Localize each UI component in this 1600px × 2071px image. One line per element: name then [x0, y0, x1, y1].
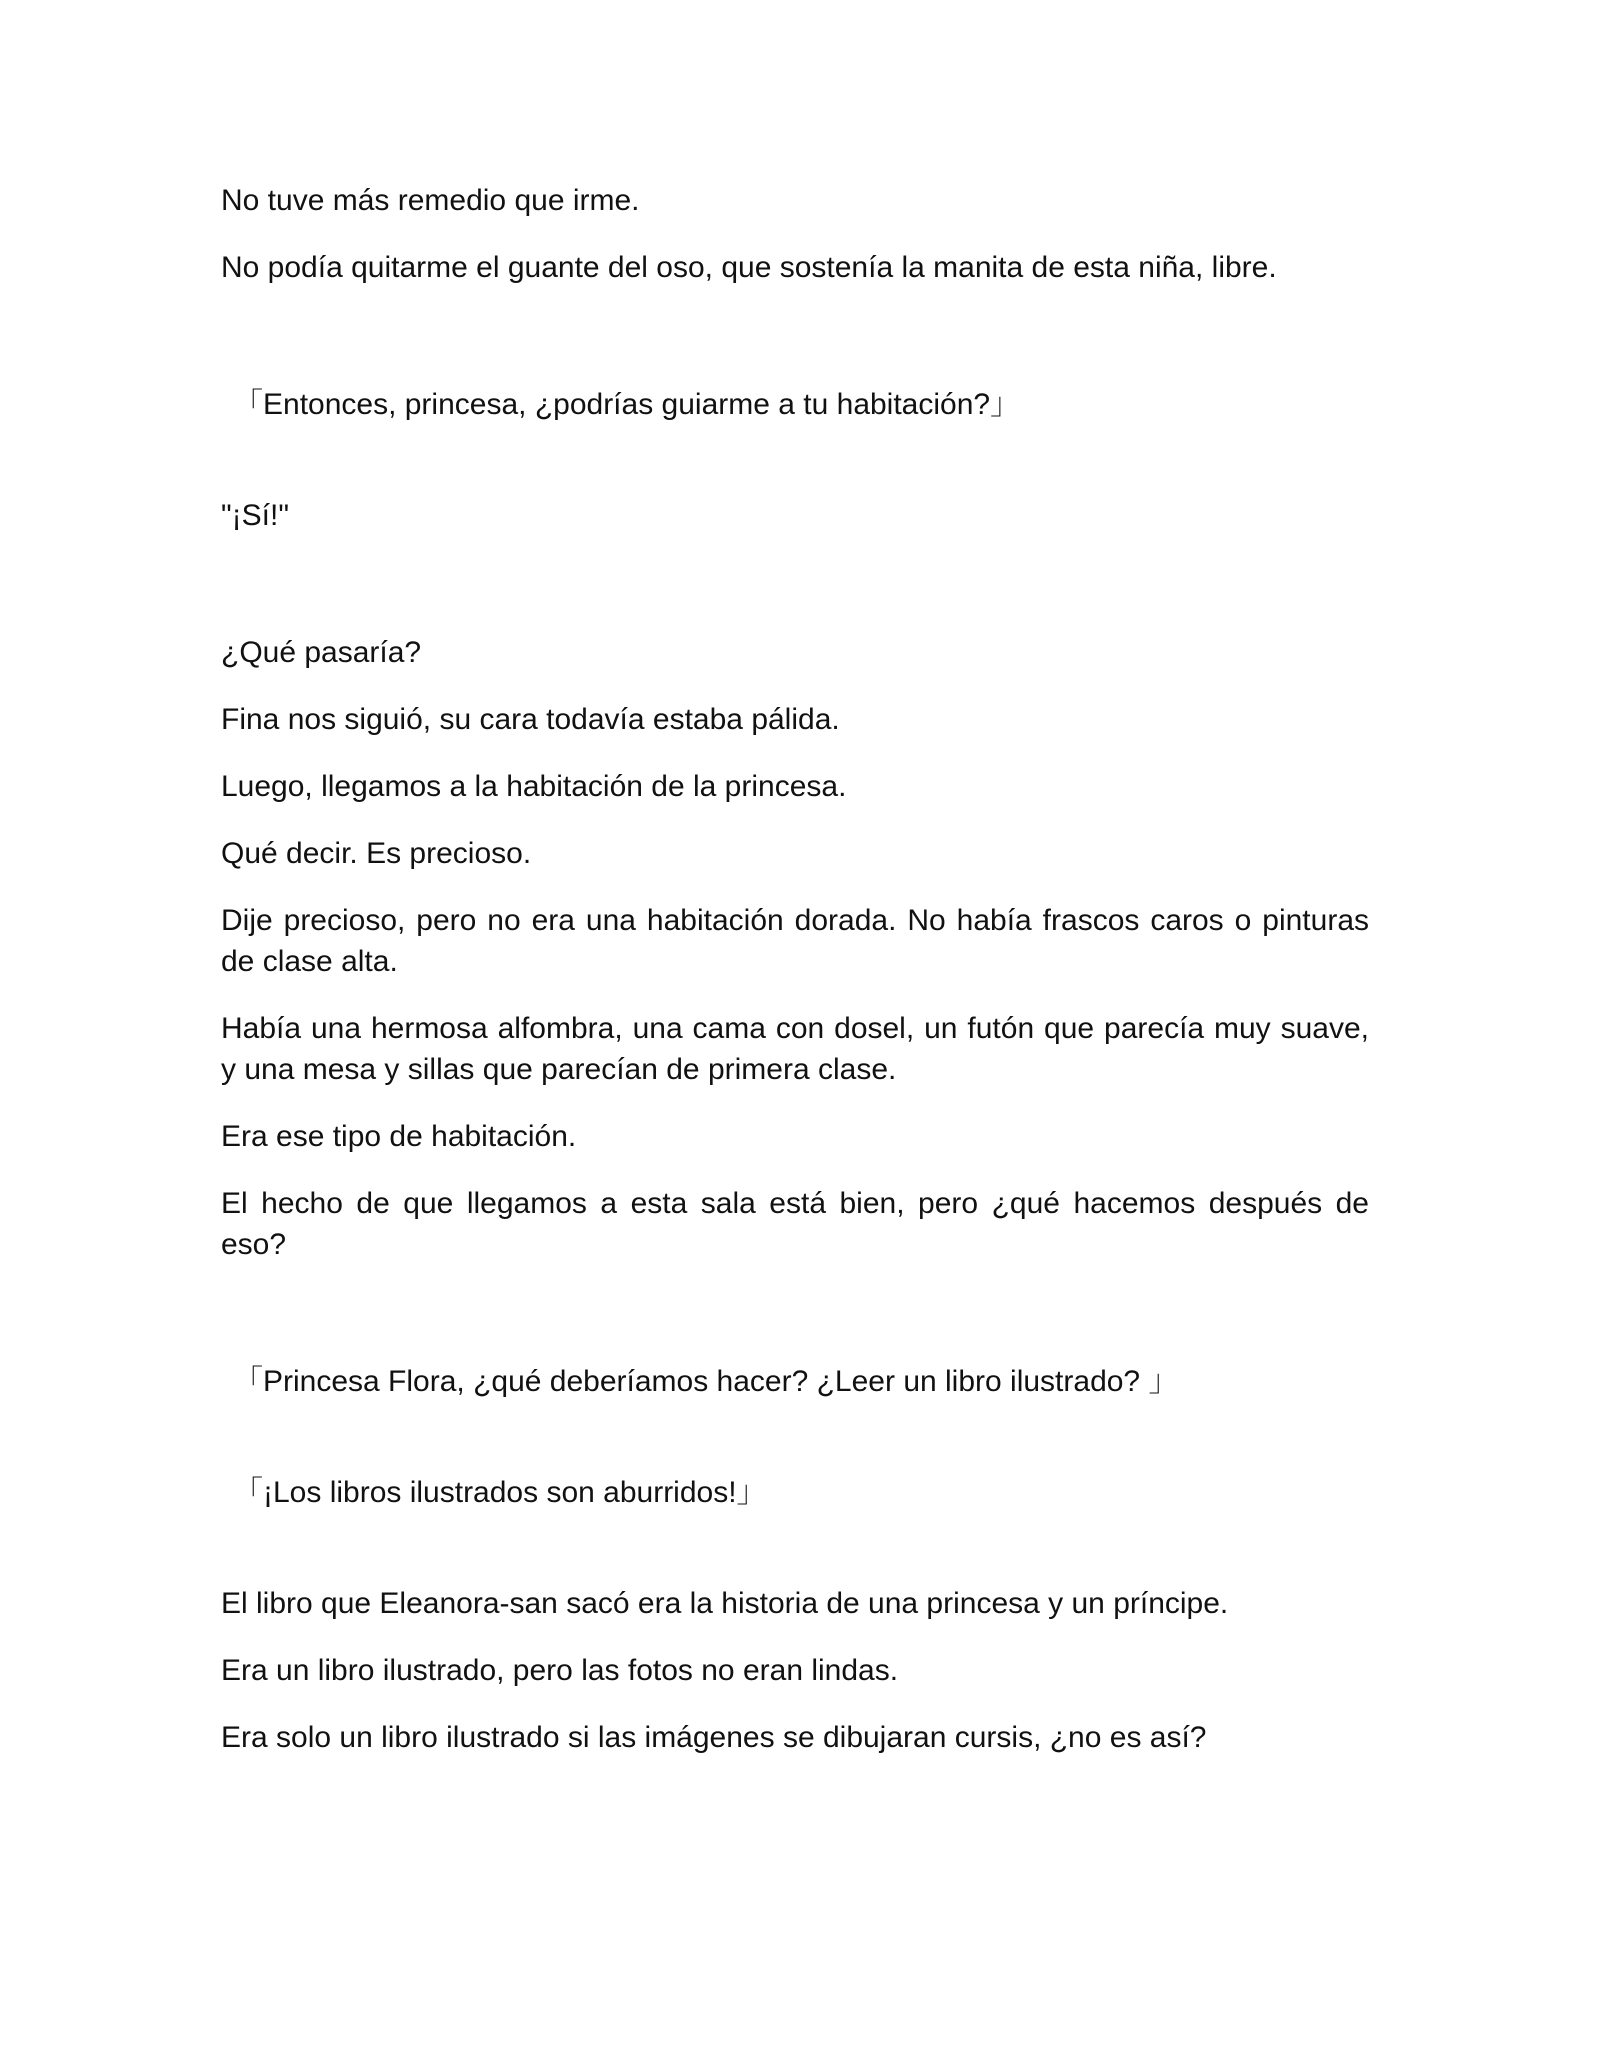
paragraph: Era solo un libro ilustrado si las imágenes se dibujaran cursis, ¿no es así?: [221, 1721, 1207, 1754]
paragraph: Luego, llegamos a la habitación de la princesa.: [221, 770, 847, 803]
paragraph-gap: [221, 1513, 1369, 1583]
paragraph: Era un libro ilustrado, pero las fotos no eran lindas.: [221, 1654, 899, 1687]
paragraph: Dije precioso, pero no era una habitación dorada. No había frascos caros o pinturas de clase alta.: [221, 904, 1369, 978]
paragraph: Qué decir. Es precioso.: [221, 837, 532, 870]
paragraph: Era ese tipo de habitación.: [221, 1120, 577, 1153]
dialogue-line: 「¡Los libros ilustrados son aburridos!」: [233, 1476, 767, 1509]
dialogue-line: 「Princesa Flora, ¿qué deberíamos hacer? ¿Leer un libro ilustrado? 」: [233, 1365, 1179, 1398]
paragraph-gap: [221, 425, 1369, 495]
paragraph: ¿Qué pasaría?: [221, 636, 422, 669]
dialogue-line: 「Entonces, princesa, ¿podrías guiarme a tu habitación?」: [233, 388, 1021, 421]
paragraph: Había una hermosa alfombra, una cama con dosel, un futón que parecía muy suave, y una mesa y sillas que parecían de primera clase.: [221, 1012, 1369, 1086]
paragraph-gap: [221, 1291, 1369, 1361]
paragraph: No podía quitarme el guante del oso, que sostenía la manita de esta niña, libre.: [221, 251, 1277, 284]
paragraph: El hecho de que llegamos a esta sala está bien, pero ¿qué hacemos después de eso?: [221, 1187, 1369, 1261]
paragraph: No tuve más remedio que irme.: [221, 184, 640, 217]
document-body: [221, 180, 1369, 1784]
paragraph-gap: [221, 562, 1369, 632]
paragraph: Fina nos siguió, su cara todavía estaba pálida.: [221, 703, 840, 736]
dialogue-line: "¡Sí!": [221, 499, 289, 532]
paragraph-gap: [221, 314, 1369, 384]
paragraph-gap: [221, 1402, 1369, 1472]
paragraph: El libro que Eleanora-san sacó era la historia de una princesa y un príncipe.: [221, 1587, 1229, 1620]
